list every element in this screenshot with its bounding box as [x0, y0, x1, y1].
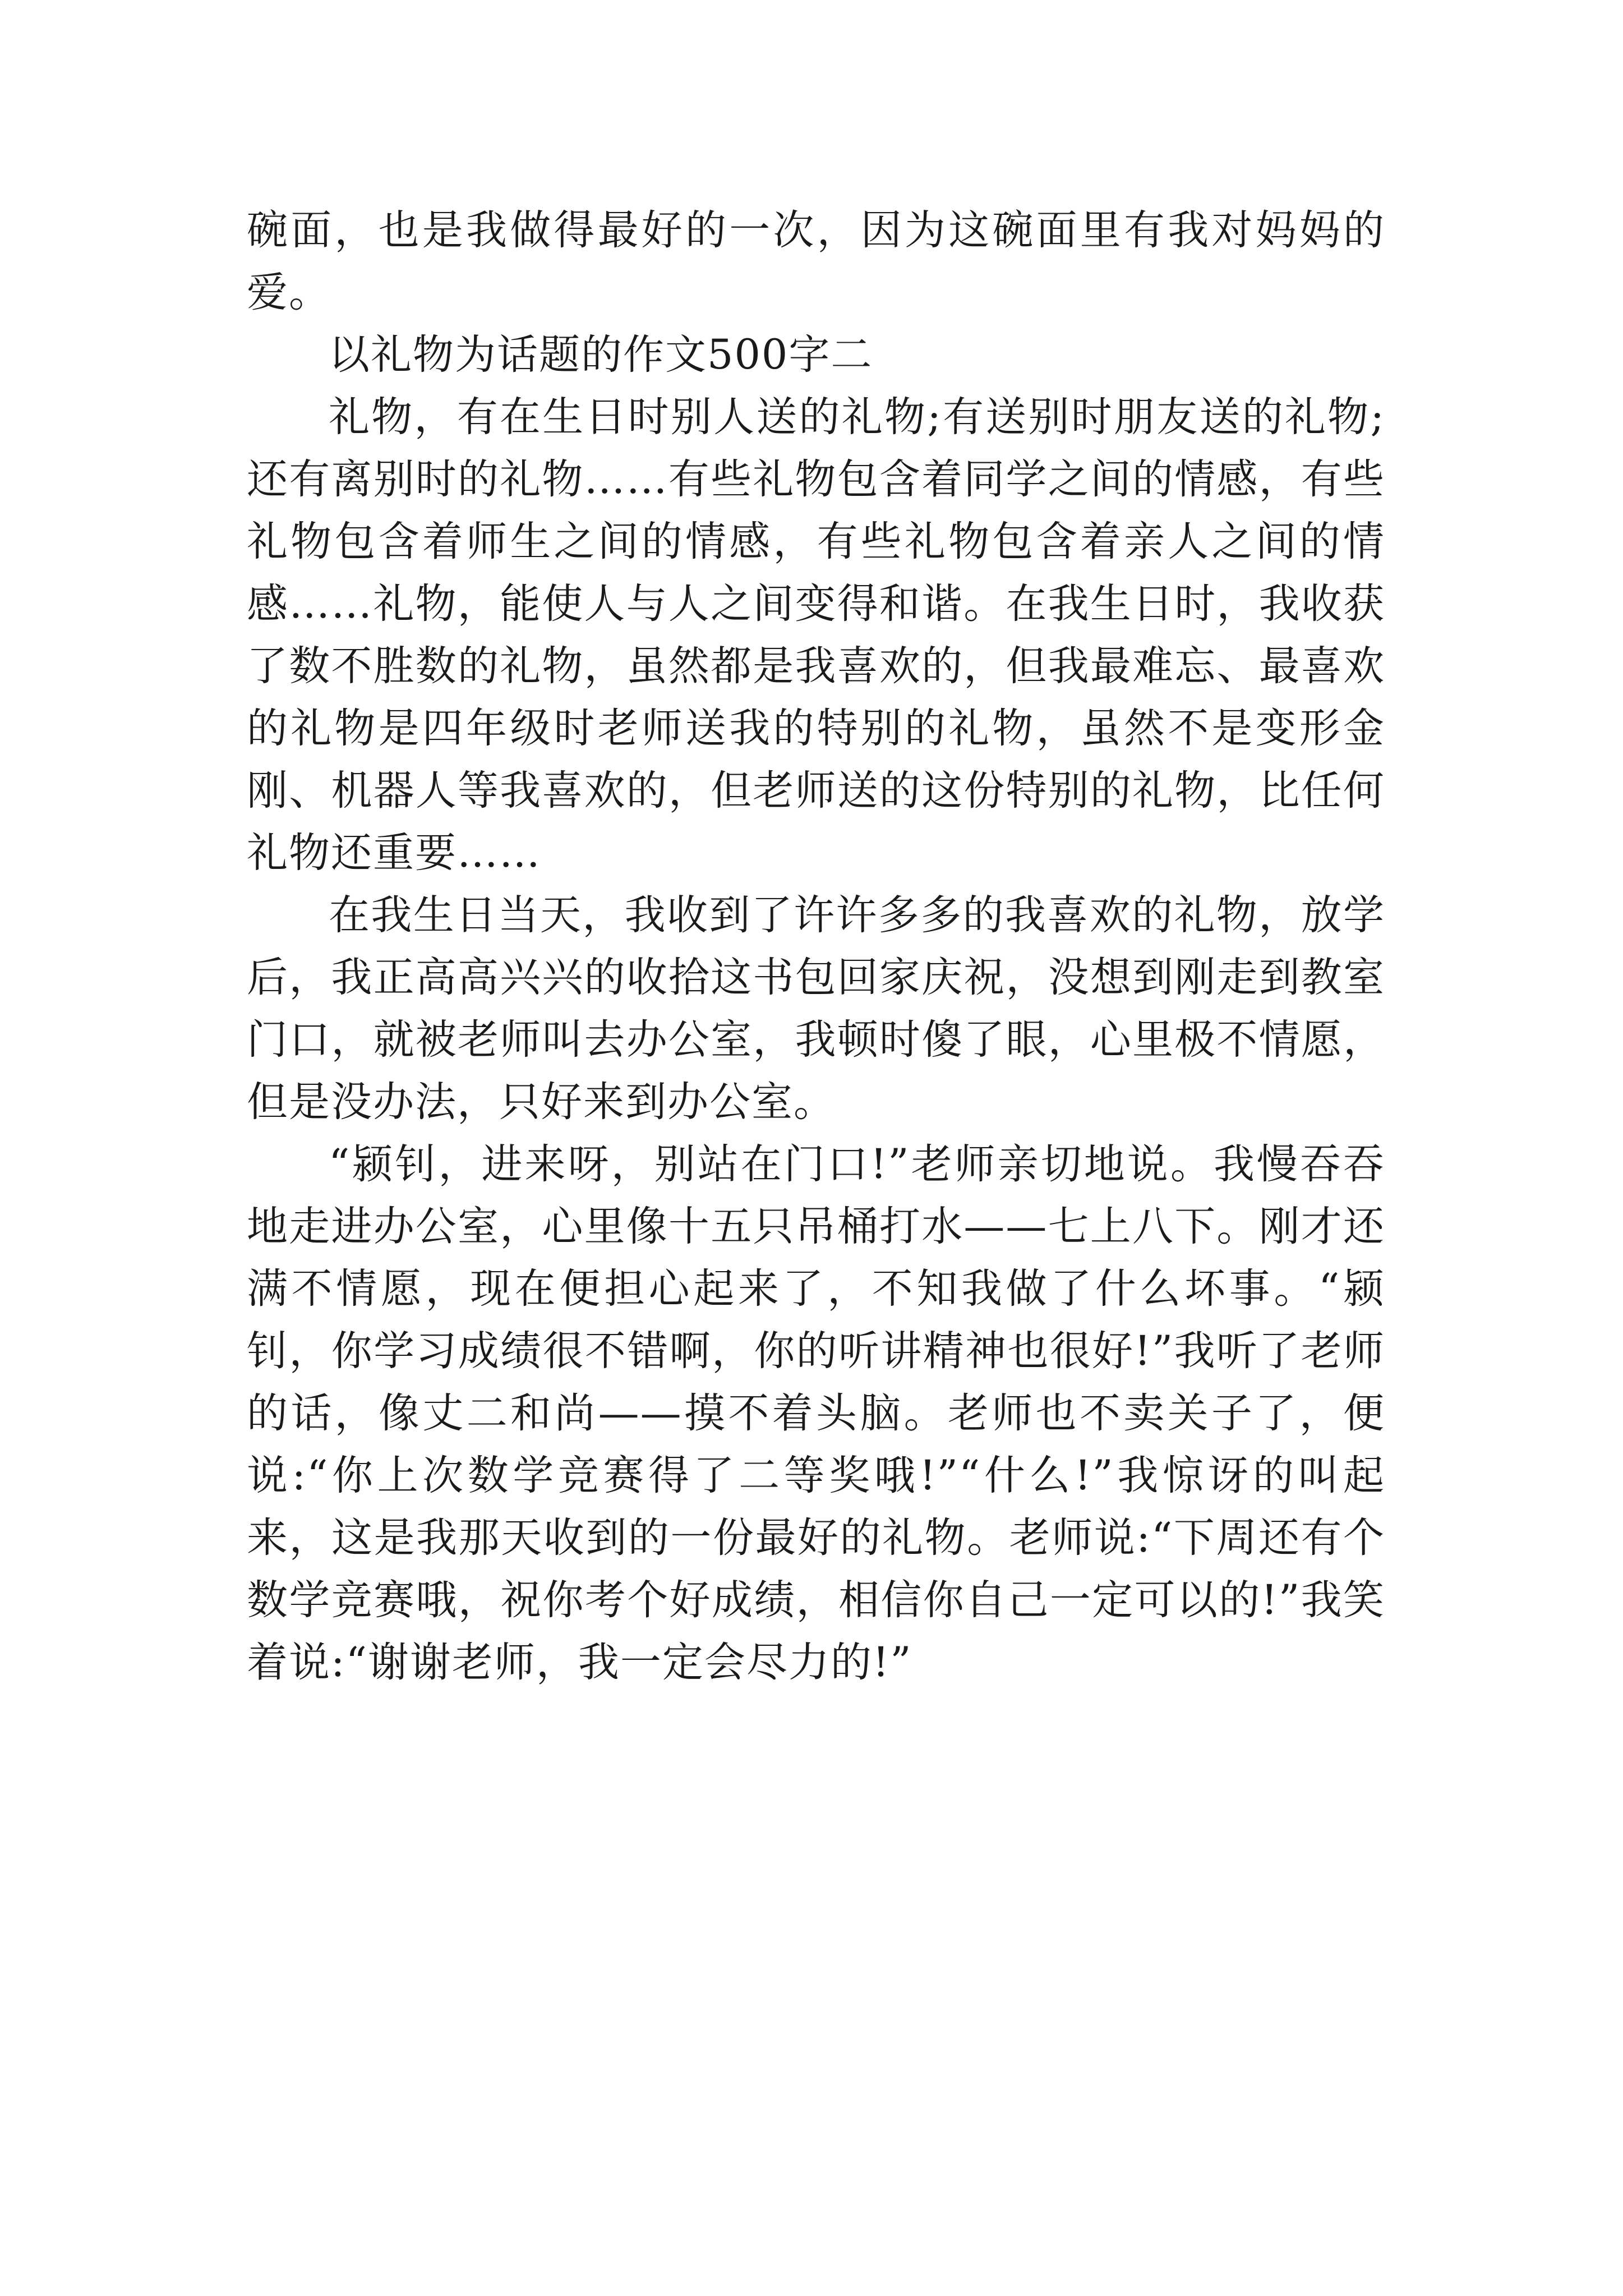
paragraph-intro: 礼物，有在生日时别人送的礼物;有送别时朋友送的礼物;还有离别时的礼物……有些礼物包含着同学之间的情感，有些礼物包含着师生之间的情感，有些礼物包含着亲人之间的情感……礼物，能使人与人之间变得和谐。在我生日时，我收获了数不胜数的礼物，虽然都是我喜欢的，但我最难忘、最喜欢的礼物是四年级时老师送我的特别的礼物，虽然不是变形金刚、机器人等我喜欢的，但老师送的这份特别的礼物，比任何礼物还重要…… — [247, 393, 1385, 877]
paragraph-office: “颍钊，进来呀，别站在门口!”老师亲切地说。我慢吞吞地走进办公室，心里像十五只吊桶打水——七上八下。刚才还满不情愿，现在便担心起来了，不知我做了什么坏事。“颍钊，你学习成绩很不错啊，你的听讲精神也很好!”我听了老师的话，像丈二和尚——摸不着头脑。老师也不卖关子了，便说:“你上次数学竞赛得了二等奖哦!”“什么!”我惊讶的叫起来，这是我那天收到的一份最好的礼物。老师说:“下周还有个数学竞赛哦，祝你考个好成绩，相信你自己一定可以的!”我笑着说:“谢谢老师，我一定会尽力的!” — [247, 1140, 1385, 1686]
paragraph-birthday: 在我生日当天，我收到了许许多多的我喜欢的礼物，放学后，我正高高兴兴的收拾这书包回家庆祝，没想到刚走到教室门口，就被老师叫去办公室，我顿时傻了眼，心里极不情愿，但是没办法，只好来到办公室。 — [247, 891, 1385, 1126]
paragraph-continuation: 碗面，也是我做得最好的一次，因为这碗面里有我对妈妈的爱。 — [247, 206, 1385, 316]
document-body — [247, 199, 1385, 1694]
essay-heading: 以礼物为话题的作文500字二 — [329, 331, 873, 379]
